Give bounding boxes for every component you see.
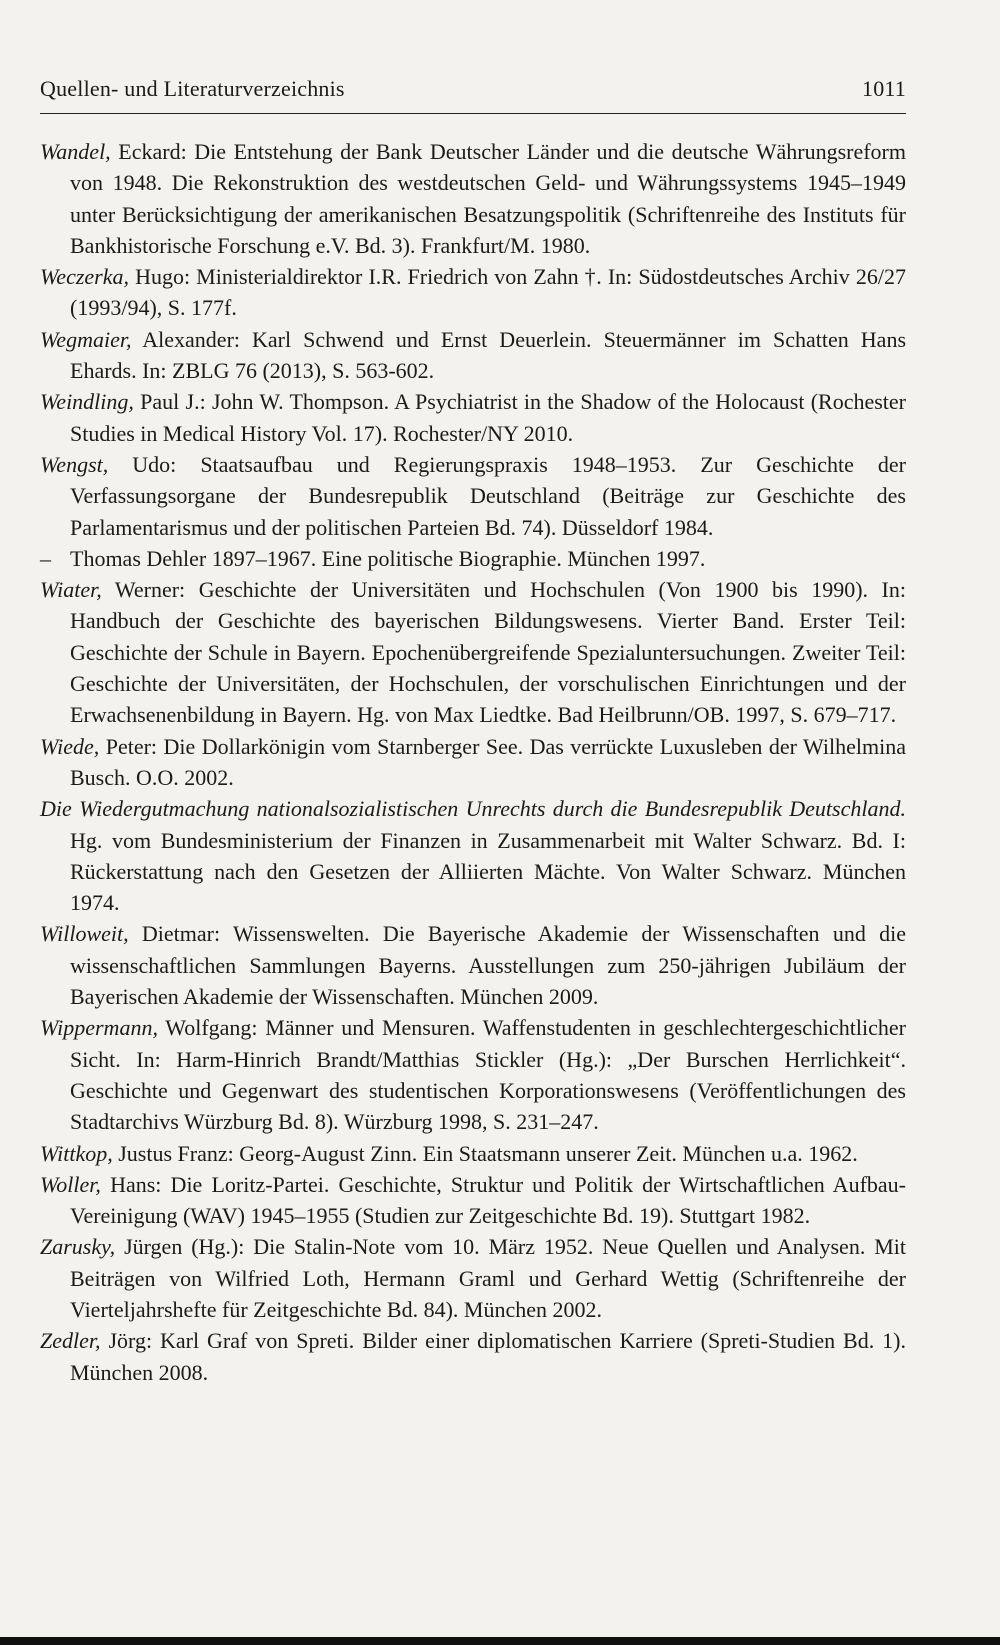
bibliography-list (40, 136, 906, 1388)
entry-text: Werner: Geschichte der Universitäten und Hochschulen (Von 1900 bis 1990). In: Handbuch der Geschichte des bayerischen Bildungswesens. Vierter Band. Erster Teil: Geschichte der Schule in Bayern. Epochenübergreifende Spezialuntersuchungen. Zweiter Teil: Geschichte der Universitäten, der Hochschulen, der vorschulischen Einrichtungen und der Erwachsenenbildung in Bayern. Hg. von Max Liedtke. Bad Heilbrunn/OB. 1997, S. 679–717. (70, 577, 906, 728)
entry-text: Paul J.: John W. Thompson. A Psychiatrist in the Shadow of the Holocaust (Rochester Studies in Medical History Vol. 17). Rochester/NY 2010. (70, 389, 906, 446)
entry-author: Wengst, (40, 451, 109, 477)
entry-author: Wittkop, (40, 1140, 113, 1166)
bibliography-entry (40, 261, 906, 324)
ditto-dash: – (40, 545, 51, 571)
bibliography-entry (40, 386, 906, 449)
bibliography-entry (40, 1138, 906, 1169)
bibliography-entry (40, 136, 906, 261)
entry-author: Willoweit, (40, 921, 129, 947)
entry-text: Hg. vom Bundesministerium der Finanzen in Zusammenarbeit mit Walter Schwarz. Bd. I: Rückerstattung nach den Gesetzen der Alliierten Mächte. Von Walter Schwarz. München 1974. (70, 827, 906, 916)
bibliography-entry (40, 449, 906, 543)
entry-text: Justus Franz: Georg-August Zinn. Ein Staatsmann unserer Zeit. München u.a. 1962. (112, 1140, 858, 1166)
bibliography-entry (40, 793, 906, 918)
entry-text: Udo: Staatsaufbau und Regierungspraxis 1948–1953. Zur Geschichte der Verfassungsorgane der Bundesrepublik Deutschland (Beiträge zur Geschichte des Parlamentarismus und der politischen Parteien Bd. 74). Düsseldorf 1984. (70, 451, 906, 540)
entry-author: Weindling, (40, 389, 134, 415)
entry-text: Thomas Dehler 1897–1967. Eine politische Biographie. München 1997. (70, 545, 706, 571)
entry-author: Wippermann, (40, 1015, 158, 1041)
entry-text: Jörg: Karl Graf von Spreti. Bilder einer diplomatischen Karriere (Spreti-Studien Bd. 1). München 2008. (70, 1328, 906, 1385)
entry-author: Zarusky, (40, 1234, 116, 1260)
entry-author: Wegmaier, (40, 326, 132, 352)
entry-text: Hugo: Ministerialdirektor I.R. Friedrich von Zahn †. In: Südostdeutsches Archiv 26/27 (1993/94), S. 177f. (70, 264, 906, 321)
bibliography-entry (40, 324, 906, 387)
page-number: 1011 (862, 76, 906, 101)
bibliography-entry (40, 731, 906, 794)
bibliography-entry (40, 574, 906, 730)
bibliography-entry (40, 1231, 906, 1325)
entry-author: Woller, (40, 1171, 101, 1197)
entry-author: Wiede, (40, 733, 100, 759)
entry-author: Zedler, (40, 1328, 101, 1354)
entry-text: Wolfgang: Männer und Mensuren. Waffenstudenten in geschlechtergeschichtlicher Sicht. In: Harm-Hinrich Brandt/Matthias Stickler (Hg.): „Der Burschen Herrlichkeit“. Geschichte und Gegenwart des studentischen Korporationswesens (Veröffentlichungen des Stadtarchivs Würzburg Bd. 8). Würzburg 1998, S. 231–247. (70, 1015, 906, 1135)
bibliography-entry (40, 1012, 906, 1137)
entry-text: Alexander: Karl Schwend und Ernst Deuerlein. Steuermänner im Schatten Hans Ehards. In: ZBLG 76 (2013), S. 563-602. (70, 326, 906, 384)
entry-text: Jürgen (Hg.): Die Stalin-Note vom 10. März 1952. Neue Quellen und Analysen. Mit Beiträgen von Wilfried Loth, Hermann Graml und Gerhard Wettig (Schriftenreihe der Vierteljahrshefte für Zeitgeschichte Bd. 84). München 2002. (70, 1234, 906, 1322)
bibliography-entry (40, 1325, 906, 1388)
page-bottom-edge (0, 1637, 1000, 1645)
entry-text: Eckard: Die Entstehung der Bank Deutscher Länder und die deutsche Währungsreform von 1948. Die Rekonstruktion des westdeutschen Geld- und Währungssystems 1945–1949 unter Berücksichtigung der amerikanischen Besatzungspolitik (Schriftenreihe des Instituts für Bankhistorische Forschung e.V. Bd. 3). Frankfurt/M. 1980. (70, 139, 906, 258)
header-rule (40, 113, 906, 114)
entry-author: Wandel, (40, 139, 111, 164)
entry-author: Weczerka, (40, 264, 129, 290)
entry-title-italic: Die Wiedergutmachung nationalsozialistischen Unrechts durch die Bundesrepublik Deutschland. (40, 796, 906, 822)
running-header (40, 76, 906, 102)
bibliography-entry-continuation (40, 543, 906, 574)
entry-text: Hans: Die Loritz-Partei. Geschichte, Struktur und Politik der Wirtschaftlichen Aufbau-Vereinigung (WAV) 1945–1955 (Studien zur Zeitgeschichte Bd. 19). Stuttgart 1982. (70, 1171, 906, 1229)
bibliography-entry (40, 918, 906, 1012)
running-header-title: Quellen- und Literaturverzeichnis (40, 76, 345, 101)
entry-author: Wiater, (40, 577, 102, 603)
entry-text: Peter: Die Dollarkönigin vom Starnberger See. Das verrückte Luxusleben der Wilhelmina Busch. O.O. 2002. (70, 733, 906, 790)
bibliography-entry (40, 1169, 906, 1232)
entry-text: Dietmar: Wissenswelten. Die Bayerische Akademie der Wissenschaften und die wissenschaftlichen Sammlungen Bayerns. Ausstellungen zum 250-jährigen Jubiläum der Bayerischen Akademie der Wissenschaften. München 2009. (70, 921, 906, 1010)
